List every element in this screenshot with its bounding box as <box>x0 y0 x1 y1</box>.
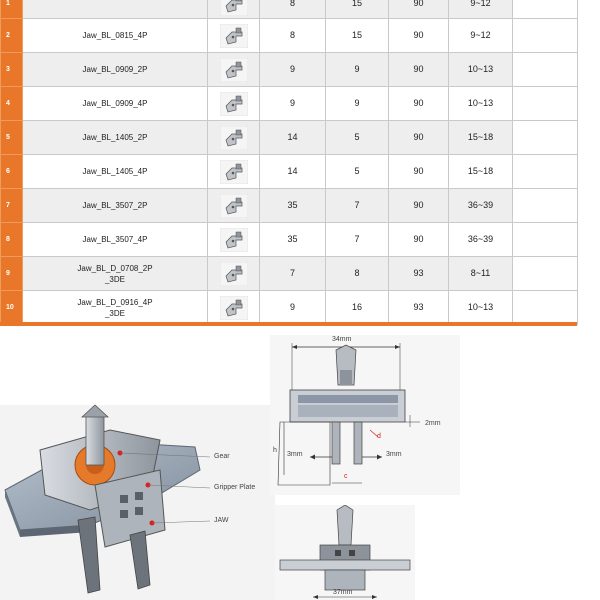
gripper-assembly-illustration <box>0 335 275 600</box>
spec-value-2: 16 <box>326 291 389 325</box>
spec-value-2: 9 <box>326 53 389 87</box>
jaw-thumbnail-icon <box>220 160 248 184</box>
jaw-thumbnail <box>208 291 260 325</box>
spec-value-2: 5 <box>326 155 389 189</box>
dim-h: h <box>273 447 277 454</box>
row-number: 6 <box>1 155 23 189</box>
jaw-thumbnail <box>208 155 260 189</box>
jaw-model-name: Jaw_BL_1405_4P <box>23 155 208 189</box>
table-row <box>1 121 578 155</box>
spec-value-3: 90 <box>389 121 449 155</box>
dim-top-width: 34mm <box>332 336 352 343</box>
jaw-thumbnail-icon <box>220 228 248 252</box>
spec-value-1: 14 <box>260 121 326 155</box>
jaw-thumbnail <box>208 87 260 121</box>
spec-value-3: 90 <box>389 155 449 189</box>
spec-value-4: 10~13 <box>449 53 513 87</box>
spec-value-2: 7 <box>326 189 389 223</box>
jaw-model-name: Jaw_BL_3507_4P <box>23 223 208 257</box>
spec-value-3: 90 <box>389 53 449 87</box>
jaw-model-name: Jaw_BL_0909_4P <box>23 87 208 121</box>
table-row <box>1 223 578 257</box>
spec-value-3: 90 <box>389 19 449 53</box>
spec-value-1: 35 <box>260 189 326 223</box>
gripper-plate-label: Gripper Plate <box>214 484 256 491</box>
dimension-drawing-bottom <box>275 505 415 600</box>
dim-d: d <box>377 433 381 440</box>
spec-value-2: 8 <box>326 257 389 291</box>
spec-empty-cell <box>513 291 578 325</box>
spec-value-2: 15 <box>326 19 389 53</box>
spec-empty-cell <box>513 257 578 291</box>
spec-value-4: 9~12 <box>449 19 513 53</box>
jaw-thumbnail <box>208 19 260 53</box>
jaw-thumbnail-icon <box>220 58 248 82</box>
spec-empty-cell <box>513 53 578 87</box>
spec-empty-cell <box>513 19 578 53</box>
row-number: 7 <box>1 189 23 223</box>
spec-value-1: 35 <box>260 223 326 257</box>
spec-value-1: 9 <box>260 87 326 121</box>
spec-value-3: 90 <box>389 0 449 19</box>
row-number: 5 <box>1 121 23 155</box>
jaw-model-name: Jaw_BL_0815_4P <box>23 19 208 53</box>
jaw-model-name: Jaw_BL_D_0708_2P _3DE <box>23 257 208 291</box>
spec-value-4: 36~39 <box>449 189 513 223</box>
table-row <box>1 53 578 87</box>
jaw-thumbnail <box>208 223 260 257</box>
spec-value-2: 5 <box>326 121 389 155</box>
jaw-thumbnail-icon <box>220 296 248 320</box>
table-body <box>1 0 578 325</box>
row-number: 2 <box>1 19 23 53</box>
dim-c: c <box>344 473 348 480</box>
jaw-thumbnail <box>208 121 260 155</box>
jaw-model-name <box>23 0 208 19</box>
spec-value-3: 90 <box>389 189 449 223</box>
spec-empty-cell <box>513 121 578 155</box>
spec-value-2: 9 <box>326 87 389 121</box>
table-row <box>1 291 578 325</box>
dim-left-travel: 3mm <box>287 451 303 458</box>
spec-value-1: 14 <box>260 155 326 189</box>
spec-value-1: 8 <box>260 0 326 19</box>
jaw-thumbnail-icon <box>220 24 248 48</box>
row-number: 3 <box>1 53 23 87</box>
table-row <box>1 19 578 53</box>
table-row <box>1 87 578 121</box>
jaw-model-name: Jaw_BL_D_0916_4P _3DE <box>23 291 208 325</box>
jaw-model-name: Jaw_BL_0909_2P <box>23 53 208 87</box>
dim-offset: 2mm <box>425 420 441 427</box>
spec-value-4: 8~11 <box>449 257 513 291</box>
row-number: 8 <box>1 223 23 257</box>
spec-value-1: 8 <box>260 19 326 53</box>
table-row <box>1 155 578 189</box>
table-row <box>1 189 578 223</box>
dimension-drawing-top <box>270 335 460 495</box>
spec-empty-cell <box>513 189 578 223</box>
spec-value-3: 90 <box>389 87 449 121</box>
jaw-model-name: Jaw_BL_1405_2P <box>23 121 208 155</box>
spec-value-4: 9~12 <box>449 0 513 19</box>
spec-empty-cell <box>513 155 578 189</box>
spec-empty-cell <box>513 0 578 19</box>
jaw-thumbnail-icon <box>220 194 248 218</box>
jaw-label: JAW <box>214 517 229 524</box>
gripper-assembly-figure <box>0 335 275 600</box>
spec-value-4: 36~39 <box>449 223 513 257</box>
spec-value-1: 9 <box>260 53 326 87</box>
spec-value-2: 15 <box>326 0 389 19</box>
jaw-thumbnail-icon <box>220 262 248 286</box>
row-number: 1 <box>1 0 23 19</box>
spec-value-1: 7 <box>260 257 326 291</box>
jaw-model-name: Jaw_BL_3507_2P <box>23 189 208 223</box>
dim-bottom-width: 37mm <box>333 589 353 596</box>
table-row <box>1 257 578 291</box>
spec-value-3: 93 <box>389 291 449 325</box>
dim-right-travel: 3mm <box>386 451 402 458</box>
spec-value-4: 10~13 <box>449 291 513 325</box>
jaw-thumbnail <box>208 189 260 223</box>
spec-empty-cell <box>513 87 578 121</box>
row-number: 9 <box>1 257 23 291</box>
jaw-thumbnail-icon <box>220 126 248 150</box>
jaw-thumbnail <box>208 0 260 19</box>
spec-empty-cell <box>513 223 578 257</box>
side-view-drawing <box>275 505 415 600</box>
spec-value-1: 9 <box>260 291 326 325</box>
spec-value-4: 10~13 <box>449 87 513 121</box>
spec-value-2: 7 <box>326 223 389 257</box>
jaw-thumbnail-icon <box>220 0 248 16</box>
spec-value-4: 15~18 <box>449 121 513 155</box>
jaw-thumbnail <box>208 257 260 291</box>
jaw-thumbnail-icon <box>220 92 248 116</box>
front-view-drawing <box>270 335 460 495</box>
row-number: 4 <box>1 87 23 121</box>
spec-value-3: 90 <box>389 223 449 257</box>
table-bottom-rule <box>0 322 577 326</box>
gear-label: Gear <box>214 453 230 460</box>
jaw-thumbnail <box>208 53 260 87</box>
table-row <box>1 0 578 19</box>
spec-value-3: 93 <box>389 257 449 291</box>
row-number: 10 <box>1 291 23 325</box>
spec-value-4: 15~18 <box>449 155 513 189</box>
